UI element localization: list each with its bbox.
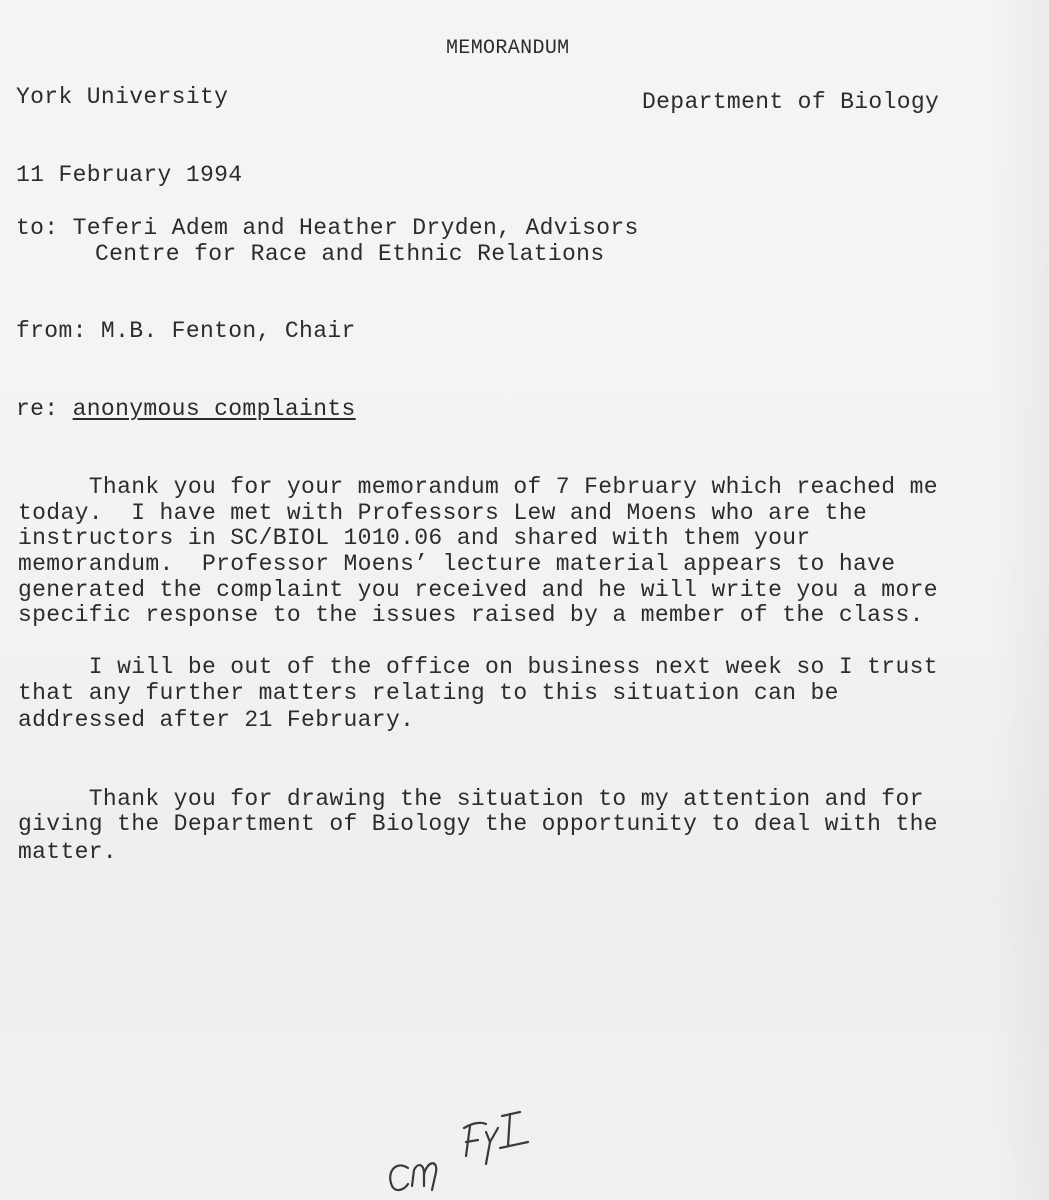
page-shadow: [989, 0, 1049, 1200]
re-subject: anonymous complaints: [72, 396, 356, 422]
paragraph-2-line: I will be out of the office on business next week so I trust: [18, 654, 938, 680]
memo-date: 11 February 1994: [16, 162, 243, 188]
from-line: from: M.B. Fenton, Chair: [16, 318, 356, 344]
re-label: re:: [16, 396, 73, 422]
institution-name: York University: [16, 84, 229, 110]
paragraph-1-line: memorandum. Professor Moens’ lecture material appears to have: [18, 551, 896, 577]
memo-title: MEMORANDUM: [446, 37, 570, 60]
paragraph-3-line: matter.: [18, 839, 118, 865]
paragraph-1-line: today. I have met with Professors Lew and Moens who are the: [18, 500, 868, 526]
re-line: [16, 396, 356, 422]
to-line-continued: Centre for Race and Ethnic Relations: [95, 241, 605, 267]
paragraph-1-line: instructors in SC/BIOL 1010.06 and shared with them your: [18, 525, 811, 551]
paragraph-2-line: that any further matters relating to this situation can be: [18, 680, 839, 706]
handwritten-note: [378, 1098, 548, 1198]
department-name: Department of Biology: [642, 89, 940, 115]
paragraph-1-line: generated the complaint you received and he will write you a more: [18, 577, 938, 603]
paragraph-3-line: Thank you for drawing the situation to my attention and for: [18, 786, 924, 812]
paragraph-2-line: addressed after 21 February.: [18, 707, 415, 733]
paragraph-3-line: giving the Department of Biology the opportunity to deal with the: [18, 811, 938, 837]
paragraph-1-line: Thank you for your memorandum of 7 February which reached me: [18, 474, 938, 500]
to-line: to: Teferi Adem and Heather Dryden, Advisors: [16, 215, 639, 241]
paragraph-1-line: specific response to the issues raised by a member of the class.: [18, 602, 924, 628]
